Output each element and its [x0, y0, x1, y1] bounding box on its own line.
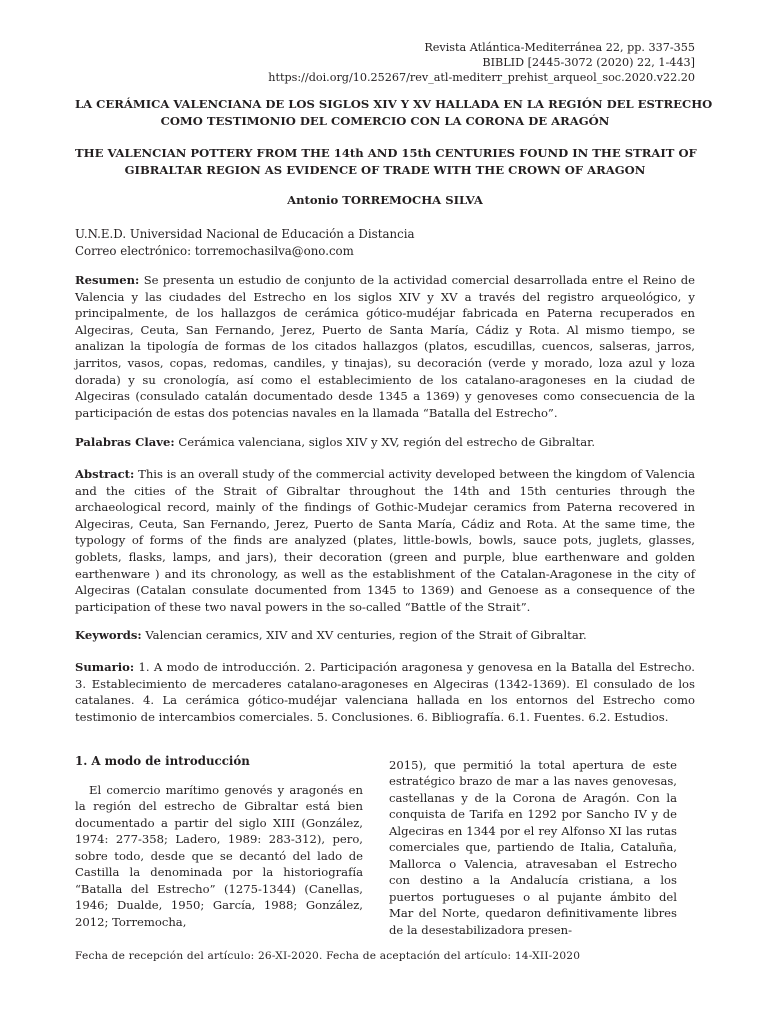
journal-citation: Revista Atlántica-Mediterránea 22, pp. 337-355 [424, 41, 695, 54]
title-spanish [75, 96, 713, 130]
section-heading: 1. A modo de introducción [75, 754, 250, 768]
keywords-text: Valencian ceramics, XIV and XV centuries, region of the Strait of Gibraltar. [141, 628, 587, 642]
body-column-right [389, 745, 677, 950]
resumen-text: Se presenta un estudio de conjunto de la actividad comercial desarrollada entre el Reino de Valencia y las ciudades del Estrecho en los siglos XIV y XV a través del registro arqueológico, y principalmente, de los hallazgos de cerámica gótico-mudéjar fabricada en Paterna recuperados en Algeciras, Ceuta, San Fernando, Jerez, Puerto de Santa María, Cádiz y Rota. Al mismo tiempo, se analizan la tipología de formas de los citados hallazgos (platos, escudillas, cuencos, salseras, jarros, jarritos, vasos, copas, redomas, candiles, y tinajas), su decoración (verde y morado, loza azul y loza dorada) y su cronología, así como el establecimiento de los catalano-aragoneses en la ciudad de Algeciras (consulado catalán documentado desde 1345 a 1369) y genoveses como consecuencia de la participación de estas dos potencias navales en la llamada “Batalla del Estrecho”. [75, 273, 695, 420]
keywords-block [75, 627, 695, 644]
biblid: BIBLID [2445-3072 (2020) 22, 1-443] [482, 56, 695, 69]
journal-header [268, 40, 695, 85]
sumario-text: 1. A modo de introducción. 2. Participación aragonesa y genovesa en la Batalla del Estrecho. 3. Establecimiento de mercaderes catalano-aragoneses en Algeciras (1342-1369). El consulado de los catalanes. 4. La cerámica gótico-mudéjar valenciana hallada en los entornos del Estrecho como testimonio de intercambios comerciales. 5. Conclusiones. 6. Bibliografía. 6.1. Fuentes. 6.2. Estudios. [75, 660, 695, 724]
title-english-line1: THE VALENCIAN POTTERY FROM THE 14th AND 15th CENTURIES FOUND IN THE STRAIT OF [75, 146, 697, 160]
author-name: Antonio TORREMOCHA SILVA [287, 193, 483, 207]
affiliation [75, 226, 415, 260]
sumario-block [75, 659, 695, 725]
sumario-label: Sumario: [75, 660, 135, 674]
abstract-block [75, 466, 695, 615]
body-column-left [75, 753, 363, 930]
journal-page [75, 0, 713, 1024]
palabras-clave-block [75, 434, 695, 451]
article-dates-footer: Fecha de recepción del artículo: 26-XI-2020. Fecha de aceptación del artículo: 14-XII-2020 [75, 950, 581, 962]
resumen-block [75, 272, 695, 421]
title-english [75, 145, 695, 179]
palabras-clave-text: Cerámica valenciana, siglos XIV y XV, región del estrecho de Gibraltar. [174, 435, 596, 449]
doi-link[interactable]: https://doi.org/10.25267/rev_atl-mediterr_prehist_arqueol_soc.2020.v22.20 [268, 71, 695, 84]
palabras-clave-label: Palabras Clave: [75, 435, 175, 449]
title-spanish-line1: LA CERÁMICA VALENCIANA DE LOS SIGLOS XIV Y XV HALLADA EN LA REGIÓN DEL ESTRECHO [75, 97, 713, 111]
keywords-label: Keywords: [75, 628, 142, 642]
title-spanish-line2: COMO TESTIMONIO DEL COMERCIO CON LA CORONA DE ARAGÓN [160, 114, 610, 128]
abstract-label: Abstract: [75, 467, 135, 481]
abstract-text: This is an overall study of the commercial activity developed between the kingdom of Valencia and the cities of the Strait of Gibraltar throughout the 14th and 15th centuries through the archaeological record, mainly of the findings of Gothic-Mudejar ceramics from Paterna recovered in Algeciras, Ceuta, San Fernando, Jerez, Puerto de Santa María, Cádiz and Rota. At the same time, the typology of forms of the finds are analyzed (plates, little-bowls, bowls, sauce pots, juglets, glasses, goblets, flasks, lamps, and jars), their decoration (green and purple, blue earthenware and golden earthenware ) and its chronology, as well as the establishment of the Catalan-Aragonese in the city of Algeciras (Catalan consulate documented from 1345 to 1369) and Genoese as a consequence of the participation of these two naval powers in the so-called “Battle of the Strait”. [75, 467, 695, 614]
institution: U.N.E.D. Universidad Nacional de Educación a Distancia [75, 227, 415, 241]
body-paragraph-right: 2015), que permitió la total apertura de este estratégico brazo de mar a las naves genovesas, castellanas y de la Corona de Aragón. Con la conquista de Tarifa en 1292 por Sancho IV y de Algeciras en 1344 por el rey Alfonso XI las rutas comerciales que, partiendo de Italia, Cataluña, Mallorca o Valencia, atravesaban el Estrecho con destino a la Andalucía cristiana, a los puertos portugueses o al pujante ámbito del Mar del Norte, quedaron definitivamente libres de la desestabilizadora presen- [389, 757, 677, 937]
body-paragraph-left: El comercio marítimo genovés y aragonés en la región del estrecho de Gibraltar está bien documentado a partir del siglo XIII (González, 1974: 277-358; Ladero, 1989: 283-312), pero, sobre todo, desde que se decantó del lado de Castilla la denominada por la historiografía “Batalla del Estrecho” (1275-1344) (Canellas, 1946; Dualde, 1950; García, 1988; González, 2012; Torremocha, [75, 782, 363, 929]
title-english-line2: GIBRALTAR REGION AS EVIDENCE OF TRADE WITH THE CROWN OF ARAGON [124, 163, 646, 177]
email[interactable]: Correo electrónico: torremochasilva@ono.com [75, 244, 354, 258]
resumen-label: Resumen: [75, 273, 140, 287]
